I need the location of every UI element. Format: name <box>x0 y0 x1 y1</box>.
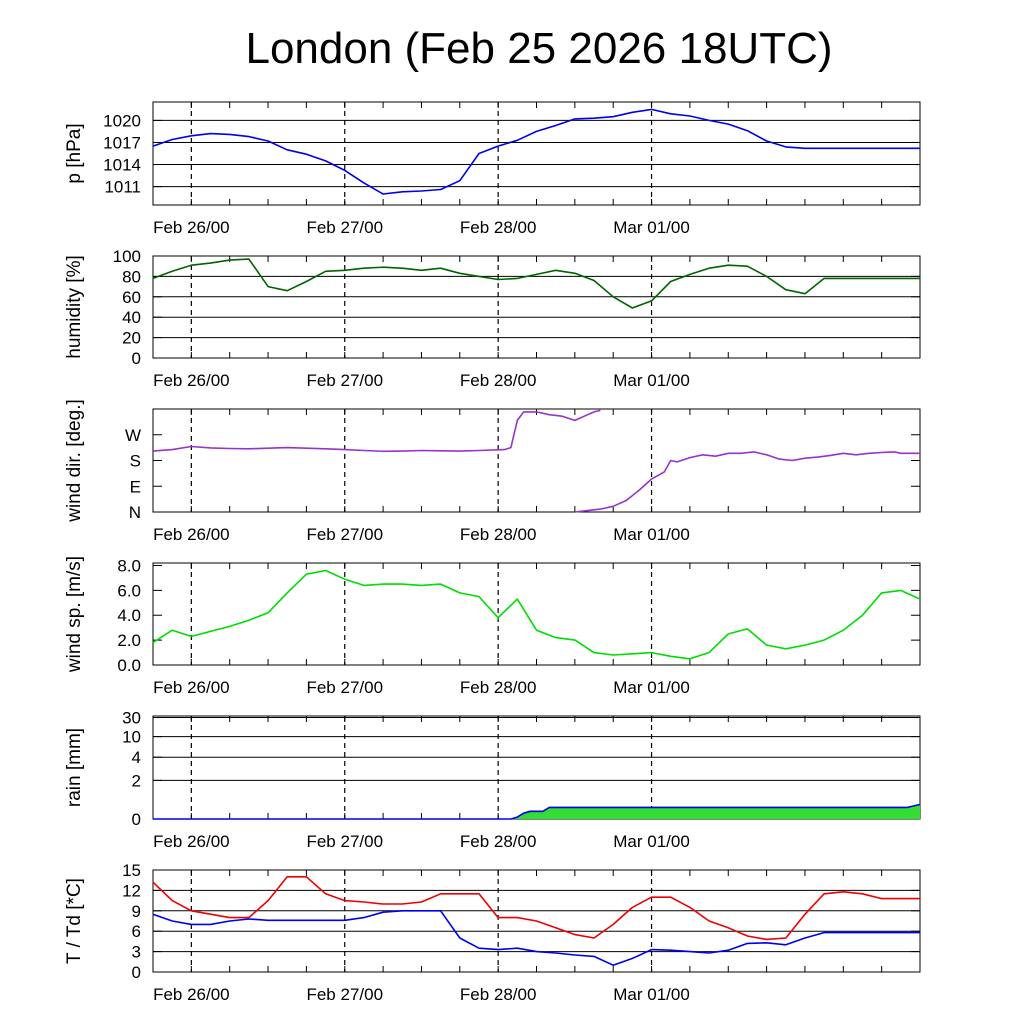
wind-speed-series-line-1 <box>153 571 920 659</box>
pressure-panel <box>64 102 920 237</box>
wind-speed-panel <box>64 556 920 697</box>
rain-y-tick-label: 0 <box>131 810 141 829</box>
pressure-y-axis-label: p [hPa] <box>64 123 85 184</box>
wind-direction-y-tick-label: W <box>124 425 141 445</box>
humidity-x-tick-label: Feb 28/00 <box>459 371 537 390</box>
wind-direction-series-line-1-segment-1 <box>153 410 600 451</box>
wind-direction-series-line-1-segment-2 <box>575 452 920 512</box>
temperature-y-tick-label: 6 <box>131 922 141 942</box>
wind-direction-y-tick-label: S <box>129 451 141 471</box>
rain-x-tick-label: Feb 27/00 <box>306 832 384 851</box>
wind-speed-y-tick-label: 0.0 <box>117 656 141 675</box>
humidity-y-tick-label: 80 <box>122 267 141 287</box>
wind-direction-x-tick-label: Feb 28/00 <box>459 525 537 544</box>
wind-direction-y-tick-label: E <box>129 477 141 497</box>
humidity-y-tick-label: 100 <box>112 247 141 266</box>
pressure-plot-frame <box>153 102 920 205</box>
pressure-x-tick-label: Feb 26/00 <box>153 218 230 237</box>
wind-direction-plot-frame <box>153 409 920 512</box>
rain-x-tick-label: Mar 01/00 <box>613 832 690 851</box>
humidity-y-tick-label: 40 <box>122 308 141 328</box>
rain-y-axis-label: rain [mm] <box>64 727 85 808</box>
pressure-x-tick-label: Mar 01/00 <box>613 218 690 237</box>
humidity-x-tick-label: Feb 26/00 <box>153 371 230 390</box>
wind-direction-x-tick-label: Mar 01/00 <box>613 525 690 544</box>
wind-direction-y-tick-label: N <box>128 503 141 522</box>
wind-speed-y-tick-label: 6.0 <box>117 581 141 601</box>
pressure-y-tick-label: 1020 <box>103 111 141 131</box>
chart-title: London (Feb 25 2026 18UTC) <box>245 24 833 73</box>
humidity-y-tick-label: 60 <box>122 287 141 307</box>
wind-speed-y-tick-label: 4.0 <box>117 606 141 626</box>
wind-direction-x-tick-label: Feb 26/00 <box>153 525 230 544</box>
humidity-series-line-1 <box>153 259 920 308</box>
wind-speed-x-tick-label: Feb 27/00 <box>306 678 384 697</box>
pressure-y-tick-label: 1011 <box>104 177 141 197</box>
rain-y-tick-label: 2 <box>131 771 141 791</box>
pressure-x-tick-label: Feb 27/00 <box>306 218 384 237</box>
temperature-x-tick-label: Feb 26/00 <box>153 985 230 1004</box>
rain-x-tick-label: Feb 28/00 <box>459 832 537 851</box>
temperature-x-tick-label: Feb 27/00 <box>306 985 384 1004</box>
humidity-panel <box>64 247 920 390</box>
rain-x-tick-label: Feb 26/00 <box>153 832 230 851</box>
humidity-y-tick-label: 0 <box>131 349 141 368</box>
pressure-y-tick-label: 1014 <box>103 155 141 175</box>
pressure-y-tick-label: 1017 <box>103 133 141 153</box>
wind-speed-x-tick-label: Mar 01/00 <box>613 678 690 697</box>
temperature-y-tick-label: 3 <box>131 942 141 962</box>
temperature-y-tick-label: 0 <box>131 963 141 982</box>
wind-speed-plot-frame <box>153 563 920 665</box>
wind-direction-x-tick-label: Feb 27/00 <box>306 525 384 544</box>
temperature-series-line-2 <box>153 911 920 965</box>
temperature-y-tick-label: 9 <box>131 901 141 921</box>
wind-direction-panel <box>64 399 920 544</box>
pressure-x-tick-label: Feb 28/00 <box>459 218 537 237</box>
temperature-series-line-1 <box>153 877 920 940</box>
rain-y-tick-label: 10 <box>122 727 141 747</box>
rain-panel <box>64 709 920 851</box>
humidity-x-tick-label: Feb 27/00 <box>306 371 384 390</box>
wind-speed-x-tick-label: Feb 26/00 <box>153 678 230 697</box>
rain-plot-frame <box>153 716 920 819</box>
temperature-y-axis-label: T / Td [*C] <box>64 878 85 964</box>
humidity-plot-frame <box>153 256 920 358</box>
temperature-y-tick-label: 12 <box>122 881 141 901</box>
temperature-x-tick-label: Mar 01/00 <box>613 985 690 1004</box>
temperature-x-tick-label: Feb 28/00 <box>459 985 537 1004</box>
temperature-y-tick-label: 15 <box>122 861 141 880</box>
temperature-panel <box>64 861 920 1004</box>
wind-direction-y-axis-label: wind dir. [deg.] <box>64 399 85 522</box>
humidity-y-tick-label: 20 <box>122 328 141 348</box>
humidity-y-axis-label: humidity [%] <box>64 255 85 359</box>
rain-y-tick-label: 4 <box>131 748 141 768</box>
rain-y-tick-label: 30 <box>122 708 141 728</box>
wind-speed-y-tick-label: 2.0 <box>117 631 141 651</box>
wind-speed-y-tick-label: 8.0 <box>117 556 141 576</box>
wind-speed-y-axis-label: wind sp. [m/s] <box>64 555 85 673</box>
wind-speed-x-tick-label: Feb 28/00 <box>459 678 537 697</box>
humidity-x-tick-label: Mar 01/00 <box>613 371 690 390</box>
pressure-series-line-1 <box>153 109 920 194</box>
